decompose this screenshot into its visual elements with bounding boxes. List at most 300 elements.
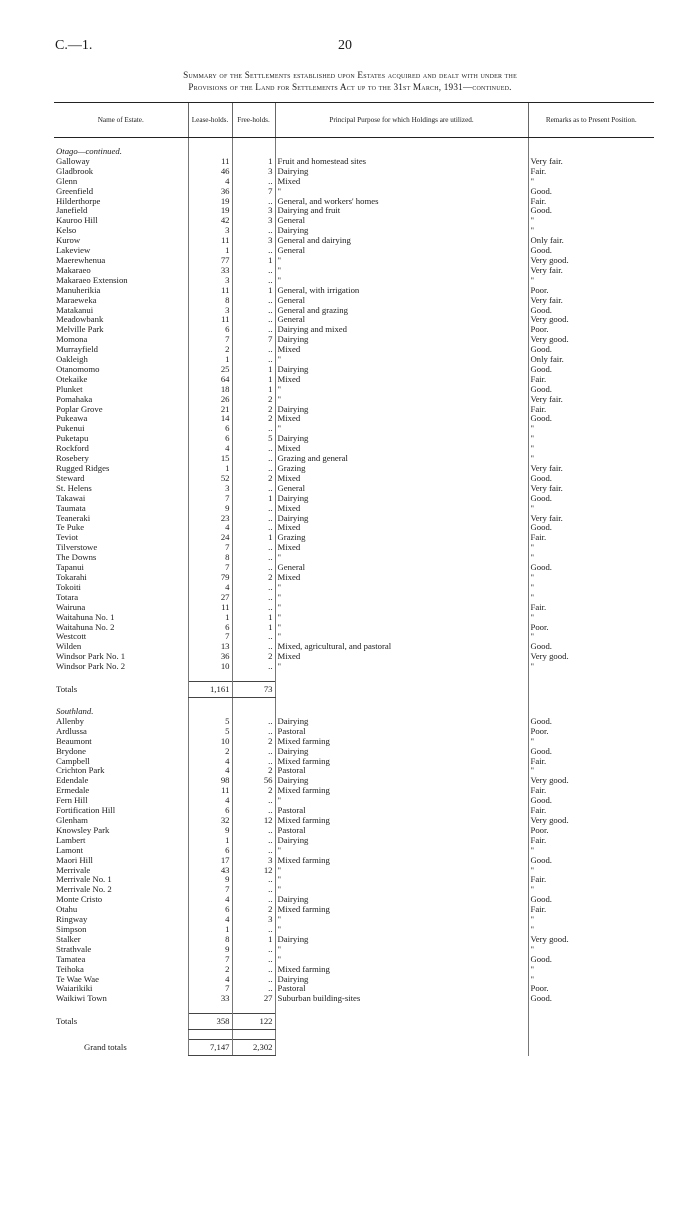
leaseholds: 46 <box>188 167 232 177</box>
table-row <box>54 315 654 325</box>
leaseholds: 7 <box>188 335 232 345</box>
remarks: Good. <box>528 856 654 866</box>
remarks: " <box>528 424 654 434</box>
table-row <box>54 786 654 796</box>
freeholds: 2 <box>232 395 275 405</box>
leaseholds: 21 <box>188 405 232 415</box>
southland-totals-label: Totals <box>56 1015 78 1026</box>
estate-name: Merrivale No. 2 <box>56 885 112 895</box>
remarks: Good. <box>528 187 654 197</box>
table-row <box>54 766 654 776</box>
freeholds: .. <box>232 727 275 737</box>
estate-name: Matakanui <box>56 305 94 315</box>
estate-name: Ermedale <box>56 786 90 796</box>
freeholds: .. <box>232 177 275 187</box>
leaseholds: 6 <box>188 434 232 444</box>
remarks: Very fair. <box>528 395 654 405</box>
estate-name: Janefield <box>56 206 88 216</box>
principal-purpose: General <box>275 315 528 325</box>
table-row <box>54 325 654 335</box>
freeholds: .. <box>232 484 275 494</box>
estate-name: Greenfield <box>56 186 94 196</box>
estate-name: Edendale <box>56 776 89 786</box>
freeholds: .. <box>232 984 275 994</box>
freeholds: .. <box>232 757 275 767</box>
freeholds: 1 <box>232 533 275 543</box>
freeholds: 1 <box>232 286 275 296</box>
estate-name: Waitahuna No. 2 <box>56 622 115 632</box>
grand-totals-row <box>54 1040 654 1056</box>
estate-name: Murrayfield <box>56 345 98 355</box>
grand-total-leaseholds: 7,147 <box>188 1040 232 1056</box>
principal-purpose: Mixed farming <box>275 786 528 796</box>
estate-name: Otahu <box>56 905 78 915</box>
estate-name: Waikiwi Town <box>56 994 107 1004</box>
estate-name: Teaneraki <box>56 513 91 523</box>
remarks: Good. <box>528 747 654 757</box>
freeholds: 2 <box>232 652 275 662</box>
estate-name: Windsor Park No. 2 <box>56 662 126 672</box>
remarks: " <box>528 216 654 226</box>
freeholds: .. <box>232 266 275 276</box>
remarks: Poor. <box>528 623 654 633</box>
remarks: " <box>528 975 654 985</box>
estate-name: Westcott <box>56 632 87 642</box>
col-header-name: Name of Estate. <box>54 103 188 138</box>
freeholds: .. <box>232 514 275 524</box>
leaseholds: 1 <box>188 246 232 256</box>
remarks: Good. <box>528 955 654 965</box>
table-row <box>54 975 654 985</box>
table-row <box>54 375 654 385</box>
remarks: Very good. <box>528 256 654 266</box>
leaseholds: 10 <box>188 737 232 747</box>
table-row <box>54 846 654 856</box>
table-row <box>54 866 654 876</box>
remarks: " <box>528 573 654 583</box>
grand-total-freeholds: 2,302 <box>232 1040 275 1056</box>
leaseholds: 98 <box>188 776 232 786</box>
leaseholds: 27 <box>188 593 232 603</box>
principal-purpose: Pastoral <box>275 727 528 737</box>
table-row <box>54 226 654 236</box>
leaseholds: 1 <box>188 613 232 623</box>
remarks: Good. <box>528 306 654 316</box>
principal-purpose: Dairying <box>275 747 528 757</box>
remarks: Fair. <box>528 875 654 885</box>
estate-name: Lambert <box>56 835 86 845</box>
freeholds: 7 <box>232 187 275 197</box>
leaseholds: 11 <box>188 315 232 325</box>
principal-purpose: Mixed <box>275 474 528 484</box>
remarks: " <box>528 737 654 747</box>
remarks: Good. <box>528 523 654 533</box>
principal-purpose: General <box>275 563 528 573</box>
freeholds: .. <box>232 424 275 434</box>
leaseholds: 3 <box>188 226 232 236</box>
leaseholds: 36 <box>188 187 232 197</box>
principal-purpose: Dairying <box>275 776 528 786</box>
estate-name: Momona <box>56 335 88 345</box>
table-row <box>54 197 654 207</box>
estate-name: Te Wae Wae <box>56 974 100 984</box>
leaseholds: 4 <box>188 177 232 187</box>
estate-name: Glenn <box>56 176 78 186</box>
remarks: Poor. <box>528 286 654 296</box>
estate-name: Gladbrook <box>56 166 94 176</box>
remarks: " <box>528 543 654 553</box>
principal-purpose: Mixed <box>275 543 528 553</box>
freeholds: 2 <box>232 737 275 747</box>
table-row <box>54 276 654 286</box>
estate-name: Merrivale <box>56 865 91 875</box>
freeholds: .. <box>232 543 275 553</box>
freeholds: .. <box>232 226 275 236</box>
table-row <box>54 642 654 652</box>
freeholds: .. <box>232 504 275 514</box>
freeholds: .. <box>232 315 275 325</box>
estate-name: Hilderthorpe <box>56 196 101 206</box>
freeholds: .. <box>232 717 275 727</box>
table-row <box>54 776 654 786</box>
leaseholds: 9 <box>188 504 232 514</box>
freeholds: .. <box>232 965 275 975</box>
freeholds: .. <box>232 464 275 474</box>
leaseholds: 6 <box>188 806 232 816</box>
table-row <box>54 593 654 603</box>
remarks: Very good. <box>528 816 654 826</box>
leaseholds: 7 <box>188 885 232 895</box>
estate-name: Te Puke <box>56 523 85 533</box>
table-row <box>54 945 654 955</box>
leaseholds: 19 <box>188 197 232 207</box>
estate-name: Knowsley Park <box>56 825 110 835</box>
table-row <box>54 355 654 365</box>
freeholds: .. <box>232 885 275 895</box>
leaseholds: 2 <box>188 965 232 975</box>
leaseholds: 5 <box>188 717 232 727</box>
leaseholds: 4 <box>188 444 232 454</box>
otago-totals-row <box>54 682 654 698</box>
remarks: Poor. <box>528 727 654 737</box>
principal-purpose: Mixed farming <box>275 757 528 767</box>
otago-total-freeholds: 73 <box>232 682 275 698</box>
freeholds: 1 <box>232 935 275 945</box>
table-row <box>54 875 654 885</box>
principal-purpose: " <box>275 593 528 603</box>
col-header-leaseholds: Lease-holds. <box>188 103 232 138</box>
principal-purpose: General and dairying <box>275 236 528 246</box>
table-row <box>54 563 654 573</box>
leaseholds: 33 <box>188 266 232 276</box>
estate-name: Takawai <box>56 493 86 503</box>
leaseholds: 52 <box>188 474 232 484</box>
remarks: Only fair. <box>528 355 654 365</box>
estate-name: Rockford <box>56 444 89 454</box>
estate-name: Pukeawa <box>56 414 88 424</box>
remarks: " <box>528 915 654 925</box>
remarks: Good. <box>528 642 654 652</box>
principal-purpose: " <box>275 662 528 672</box>
remarks: Poor. <box>528 826 654 836</box>
remarks: " <box>528 177 654 187</box>
principal-purpose: Mixed <box>275 345 528 355</box>
leaseholds: 11 <box>188 286 232 296</box>
table-row <box>54 915 654 925</box>
leaseholds: 9 <box>188 945 232 955</box>
freeholds: 56 <box>232 776 275 786</box>
leaseholds: 6 <box>188 846 232 856</box>
table-row <box>54 206 654 216</box>
principal-purpose: Mixed farming <box>275 737 528 747</box>
leaseholds: 25 <box>188 365 232 375</box>
freeholds: .. <box>232 355 275 365</box>
remarks: Very fair. <box>528 464 654 474</box>
leaseholds: 6 <box>188 623 232 633</box>
table-row <box>54 533 654 543</box>
freeholds: 2 <box>232 474 275 484</box>
leaseholds: 1 <box>188 836 232 846</box>
principal-purpose: " <box>275 945 528 955</box>
principal-purpose: " <box>275 613 528 623</box>
estate-name: Merrivale No. 1 <box>56 875 112 885</box>
leaseholds: 4 <box>188 583 232 593</box>
freeholds: 2 <box>232 405 275 415</box>
leaseholds: 14 <box>188 414 232 424</box>
table-row <box>54 504 654 514</box>
freeholds: .. <box>232 925 275 935</box>
freeholds: .. <box>232 836 275 846</box>
southland-totals-row <box>54 1014 654 1030</box>
table-row <box>54 717 654 727</box>
table-row <box>54 256 654 266</box>
section-heading-otago: Otago—continued. <box>56 147 122 156</box>
leaseholds: 6 <box>188 325 232 335</box>
remarks: Very fair. <box>528 157 654 167</box>
freeholds: .. <box>232 796 275 806</box>
principal-purpose: Dairying and fruit <box>275 206 528 216</box>
principal-purpose: " <box>275 256 528 266</box>
freeholds: .. <box>232 583 275 593</box>
freeholds: 3 <box>232 216 275 226</box>
remarks: " <box>528 583 654 593</box>
principal-purpose: " <box>275 583 528 593</box>
section-heading-row <box>54 147 654 157</box>
table-row <box>54 266 654 276</box>
table-row <box>54 553 654 563</box>
leaseholds: 4 <box>188 975 232 985</box>
remarks: Fair. <box>528 533 654 543</box>
remarks: Very good. <box>528 335 654 345</box>
freeholds: 12 <box>232 866 275 876</box>
remarks: Very good. <box>528 315 654 325</box>
remarks: Fair. <box>528 757 654 767</box>
remarks: Good. <box>528 365 654 375</box>
principal-purpose: " <box>275 925 528 935</box>
leaseholds: 4 <box>188 523 232 533</box>
freeholds: .. <box>232 826 275 836</box>
leaseholds: 7 <box>188 984 232 994</box>
principal-purpose: Dairying <box>275 836 528 846</box>
principal-purpose: Dairying <box>275 717 528 727</box>
table-row <box>54 885 654 895</box>
freeholds: 2 <box>232 414 275 424</box>
freeholds: .. <box>232 325 275 335</box>
remarks: Very good. <box>528 776 654 786</box>
freeholds: .. <box>232 197 275 207</box>
estate-name: Crichton Park <box>56 766 105 776</box>
remarks: Good. <box>528 385 654 395</box>
freeholds: 1 <box>232 494 275 504</box>
table-row <box>54 157 654 167</box>
principal-purpose: Mixed farming <box>275 816 528 826</box>
leaseholds: 11 <box>188 603 232 613</box>
southland-total-freeholds: 122 <box>232 1014 275 1030</box>
principal-purpose: Dairying <box>275 494 528 504</box>
remarks: Very fair. <box>528 266 654 276</box>
principal-purpose: Pastoral <box>275 766 528 776</box>
principal-purpose: " <box>275 866 528 876</box>
estate-name: Teihoka <box>56 964 84 974</box>
estate-name: Puketapu <box>56 434 89 444</box>
principal-purpose: Mixed <box>275 573 528 583</box>
principal-purpose: " <box>275 266 528 276</box>
table-row <box>54 737 654 747</box>
estate-name: Otanomomo <box>56 364 100 374</box>
remarks: Good. <box>528 895 654 905</box>
leaseholds: 9 <box>188 875 232 885</box>
estate-name: Otekaike <box>56 374 88 384</box>
leaseholds: 32 <box>188 816 232 826</box>
leaseholds: 2 <box>188 345 232 355</box>
table-row <box>54 365 654 375</box>
remarks: " <box>528 632 654 642</box>
principal-purpose: Dairying <box>275 405 528 415</box>
table-row <box>54 826 654 836</box>
estate-name: Maori Hill <box>56 855 93 865</box>
table-row <box>54 335 654 345</box>
remarks: Poor. <box>528 325 654 335</box>
leaseholds: 18 <box>188 385 232 395</box>
table-body <box>54 138 654 1056</box>
estate-name: Maraeweka <box>56 295 97 305</box>
principal-purpose: Mixed <box>275 652 528 662</box>
remarks: Fair. <box>528 405 654 415</box>
estate-name: Pomahaka <box>56 394 93 404</box>
freeholds: .. <box>232 306 275 316</box>
leaseholds: 3 <box>188 484 232 494</box>
remarks: " <box>528 945 654 955</box>
remarks: Poor. <box>528 984 654 994</box>
leaseholds: 36 <box>188 652 232 662</box>
table-row <box>54 187 654 197</box>
estate-name: Meadowbank <box>56 315 104 325</box>
leaseholds: 7 <box>188 563 232 573</box>
principal-purpose: " <box>275 846 528 856</box>
leaseholds: 3 <box>188 276 232 286</box>
freeholds: .. <box>232 875 275 885</box>
leaseholds: 6 <box>188 424 232 434</box>
estate-name: Lamont <box>56 845 84 855</box>
freeholds: 1 <box>232 623 275 633</box>
leaseholds: 1 <box>188 464 232 474</box>
principal-purpose: General <box>275 246 528 256</box>
estate-name: Brydone <box>56 746 86 756</box>
remarks: " <box>528 846 654 856</box>
document-title <box>40 69 660 93</box>
remarks: Good. <box>528 345 654 355</box>
leaseholds: 24 <box>188 533 232 543</box>
principal-purpose: " <box>275 187 528 197</box>
table-row <box>54 632 654 642</box>
principal-purpose: Dairying and mixed <box>275 325 528 335</box>
estate-name: Maerewhenua <box>56 255 106 265</box>
principal-purpose: Pastoral <box>275 826 528 836</box>
freeholds: 3 <box>232 206 275 216</box>
freeholds: .. <box>232 662 275 672</box>
leaseholds: 11 <box>188 786 232 796</box>
principal-purpose: Dairying <box>275 365 528 375</box>
estate-name: Kurow <box>56 236 81 246</box>
principal-purpose: Grazing <box>275 533 528 543</box>
estate-name: St. Helens <box>56 483 92 493</box>
table-row <box>54 216 654 226</box>
freeholds: .. <box>232 642 275 652</box>
leaseholds: 5 <box>188 727 232 737</box>
freeholds: .. <box>232 276 275 286</box>
principal-purpose: Grazing <box>275 464 528 474</box>
leaseholds: 3 <box>188 306 232 316</box>
table-row <box>54 816 654 826</box>
leaseholds: 15 <box>188 454 232 464</box>
principal-purpose: Dairying <box>275 335 528 345</box>
principal-purpose: Mixed farming <box>275 905 528 915</box>
remarks: Good. <box>528 474 654 484</box>
freeholds: .. <box>232 945 275 955</box>
southland-total-leaseholds: 358 <box>188 1014 232 1030</box>
principal-purpose: " <box>275 355 528 365</box>
estate-name: Simpson <box>56 924 87 934</box>
section-heading-southland: Southland. <box>56 707 94 717</box>
estate-name: Tilverstowe <box>56 543 98 553</box>
leaseholds: 17 <box>188 856 232 866</box>
leaseholds: 2 <box>188 747 232 757</box>
table-row <box>54 806 654 816</box>
leaseholds: 4 <box>188 766 232 776</box>
leaseholds: 4 <box>188 895 232 905</box>
estate-name: Tokoiti <box>56 582 81 592</box>
table-row <box>54 306 654 316</box>
remarks: " <box>528 276 654 286</box>
remarks: Very fair. <box>528 296 654 306</box>
principal-purpose: Dairying <box>275 975 528 985</box>
principal-purpose: Mixed <box>275 177 528 187</box>
remarks: " <box>528 444 654 454</box>
freeholds: 3 <box>232 856 275 866</box>
freeholds: .. <box>232 955 275 965</box>
principal-purpose: Mixed <box>275 414 528 424</box>
leaseholds: 42 <box>188 216 232 226</box>
principal-purpose: Mixed farming <box>275 965 528 975</box>
table-row <box>54 434 654 444</box>
table-row <box>54 925 654 935</box>
leaseholds: 8 <box>188 553 232 563</box>
principal-purpose: " <box>275 955 528 965</box>
freeholds: 1 <box>232 385 275 395</box>
principal-purpose: " <box>275 796 528 806</box>
table-row <box>54 652 654 662</box>
principal-purpose: Grazing and general <box>275 454 528 464</box>
